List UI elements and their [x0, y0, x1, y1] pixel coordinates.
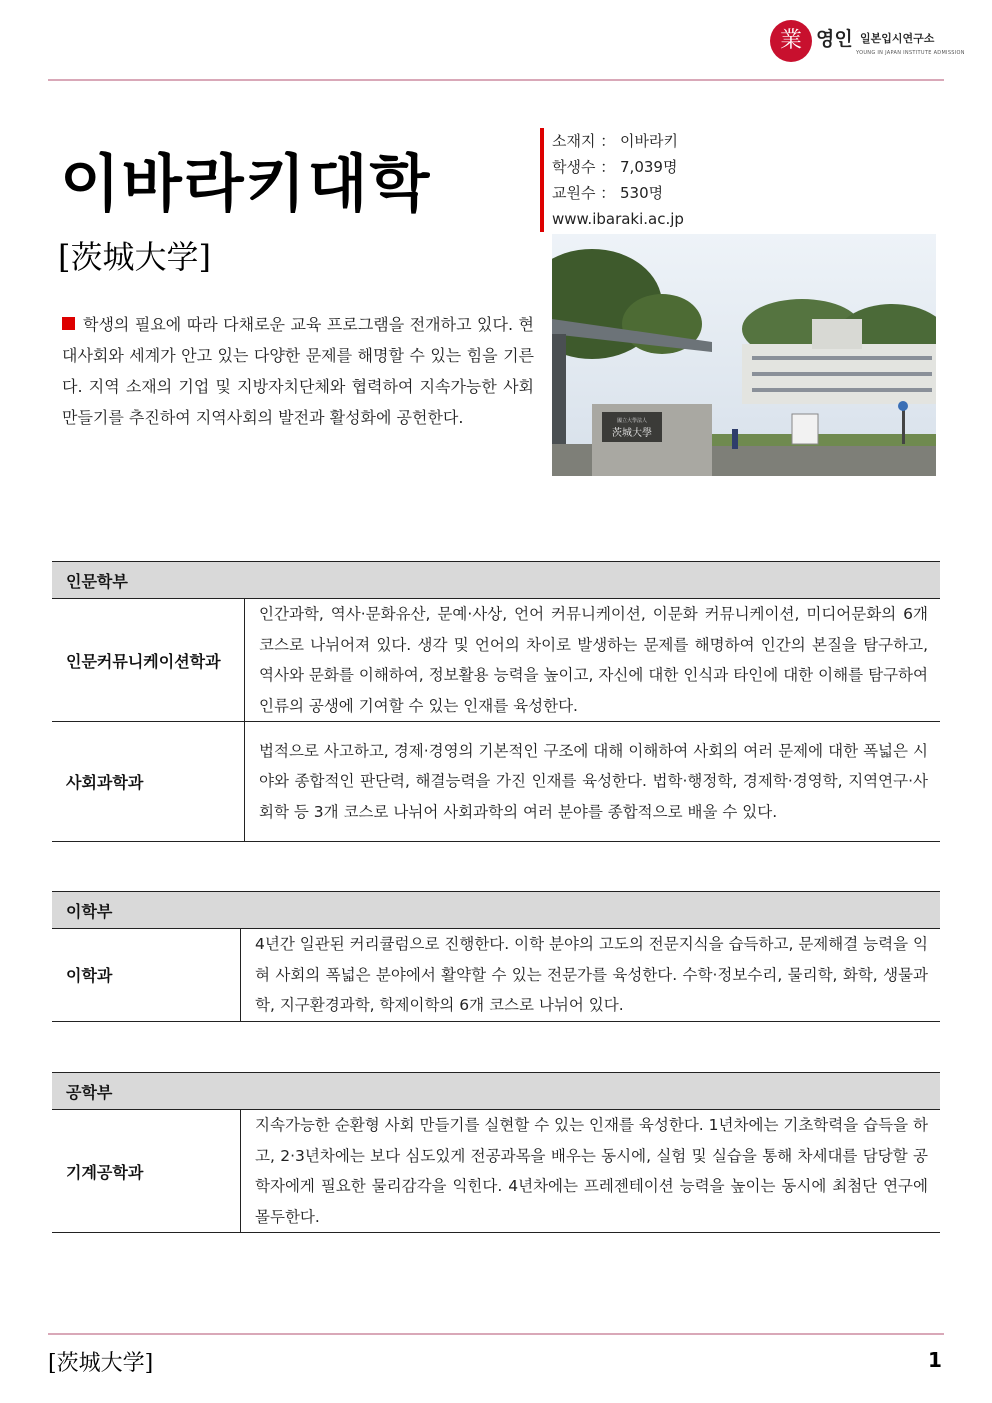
section-table-engineering	[52, 1072, 940, 1233]
page-number: 1	[928, 1348, 942, 1372]
page-title: 이바라키대학	[60, 147, 432, 220]
department-name: 사회과학과	[52, 722, 245, 842]
bullet-square-icon	[62, 317, 75, 330]
department-name: 기계공학과	[52, 1110, 241, 1233]
section-header: 인문학부	[52, 562, 940, 599]
logo-mark-icon: 業	[770, 20, 812, 62]
department-description: 인간과학, 역사·문화유산, 문예·사상, 언어 커뮤니케이션, 이문화 커뮤니케이션, 미디어문화의 6개 코스로 나뉘어져 있다. 생각 및 언어의 차이로 발생하는 문제를 해명하여 인간의 본질을 탐구하고, 역사와 문화를 이해하여, 정보활용 능력을 높이고, 자신에 대한 인식과 타인에 대한 이해를 탐구하여 인류의 공생에 기여할 수 있는 인재를 육성한다.	[245, 599, 941, 722]
section-header-row	[52, 562, 940, 599]
department-name: 인문커뮤니케이션학과	[52, 599, 245, 722]
top-divider	[48, 79, 944, 81]
institute-logo	[770, 20, 965, 64]
department-description: 지속가능한 순환형 사회 만들기를 실현할 수 있는 인재를 육성한다. 1년차에는 기초학력을 습득을 하고, 2·3년차에는 보다 심도있게 전공과목을 배우는 동시에, 실험 및 실습을 통해 차세대를 담당할 공학자에게 필요한 물리감각을 익힌다. 4년차에는 프레젠테이션 능력을 높이는 동시에 최첨단 연구에 몰두한다.	[241, 1110, 941, 1233]
info-website: www.ibaraki.ac.jp	[552, 210, 684, 228]
section-table-science	[52, 891, 940, 1022]
gate-sign-main: 茨城大學	[612, 428, 652, 439]
table-row	[52, 722, 940, 842]
intro-paragraph	[62, 309, 534, 433]
gate-sign-top: 國立大學法人	[616, 418, 648, 424]
intro-text: 학생의 필요에 따라 다채로운 교육 프로그램을 전개하고 있다. 현대사회와 세계가 안고 있는 다양한 문제를 해명할 수 있는 힘을 기른다. 지역 소재의 기업 및 지방자치단체와 협력하여 지속가능한 사회 만들기를 추진하여 지역사회의 발전과 활성화에 공헌한다.	[62, 315, 534, 427]
department-description: 4년간 일관된 커리큘럼으로 진행한다. 이학 분야의 고도의 전문지식을 습득하고, 문제해결 능력을 익혀 사회의 폭넓은 분야에서 활약할 수 있는 전문가를 육성한다. 수학·정보수리, 물리학, 화학, 생물과학, 지구환경과학, 학제이학의 6개 코스로 나뉘어 있다.	[241, 929, 941, 1022]
table-row	[52, 599, 940, 722]
section-header: 공학부	[52, 1073, 940, 1110]
kanji-title: [茨城大学]	[58, 238, 211, 276]
bottom-divider	[48, 1333, 944, 1335]
university-info	[540, 128, 684, 232]
info-faculty: 교원수 ： 530명	[552, 184, 664, 202]
section-header-row	[52, 1073, 940, 1110]
table-row	[52, 1110, 940, 1233]
section-header-row	[52, 892, 940, 929]
section-table-humanities	[52, 561, 940, 842]
department-description: 법적으로 사고하고, 경제·경영의 기본적인 구조에 대해 이해하여 사회의 여러 문제에 대한 폭넓은 시야와 종합적인 판단력, 해결능력을 가진 인재를 육성한다. 법학·행정학, 경제학·경영학, 지역연구·사회학 등 3개 코스로 나뉘어 사회과학의 여러 분야를 종합적으로 배울 수 있다.	[245, 722, 941, 842]
info-location: 소재지 ： 이바라키	[552, 132, 678, 150]
footer-title: [茨城大学]	[48, 1351, 154, 1376]
department-name: 이학과	[52, 929, 241, 1022]
table-row	[52, 929, 940, 1022]
campus-photo	[552, 234, 936, 476]
logo-subtitle: 일본입시연구소	[860, 32, 935, 45]
section-header: 이학부	[52, 892, 940, 929]
info-students: 학생수 ： 7,039명	[552, 158, 678, 176]
logo-name: 영인	[816, 28, 853, 50]
logo-english: YOUNG IN JAPAN INSTITUTE ADMISSION	[856, 50, 965, 56]
